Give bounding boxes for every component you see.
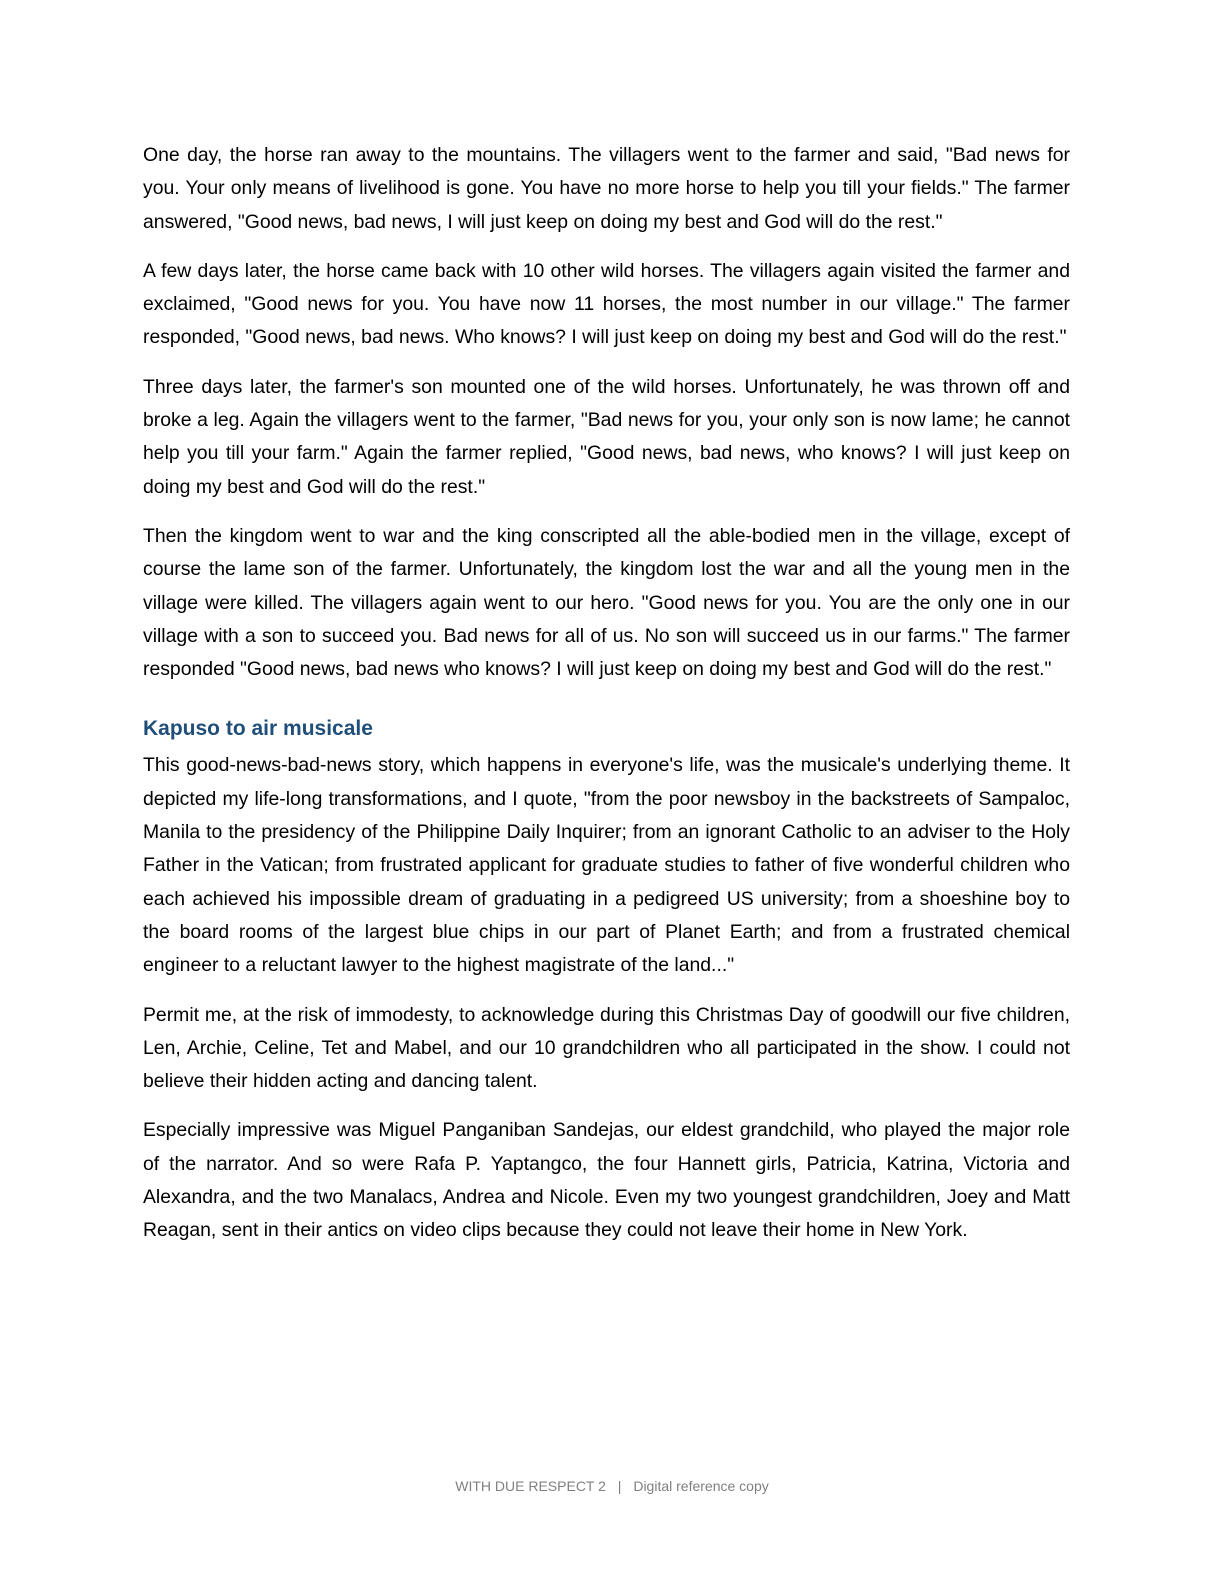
body-paragraph: This good-news-bad-news story, which happens in everyone's life, was the musicale's underlying theme. It depicted my life-long transformations, and I quote, "from the poor newsboy in the backstreets of Sampaloc, Manila to the presidency of the Philippine Daily Inquirer; from an ignorant Catholic to an adviser to the Holy Father in the Vatican; from frustrated applicant for graduate studies to father of five wonderful children who each achieved his impossible dream of graduating in a pedigreed US university; from a shoeshine boy to the board rooms of the largest blue chips in our part of Planet Earth; and from a frustrated chemical engineer to a reluctant lawyer to the highest magistrate of the land..." (143, 754, 1070, 977)
footer-copy-note: Digital reference copy (633, 1478, 769, 1494)
body-paragraph: Then the kingdom went to war and the king conscripted all the able-bodied men in the village, except of course the lame son of the farmer. Unfortunately, the kingdom lost the war and all the young men in the village were killed. The villagers again went to our hero. "Good news for you. You are the only one in our village with a son to succeed you. Bad news for all of us. No son will succeed us in our farms." The farmer responded "Good news, bad news who knows? I will just keep on doing my best and God will do the rest." (143, 524, 1070, 681)
body-paragraph: One day, the horse ran away to the mountains. The villagers went to the farmer and said, "Bad news for you. Your only means of livelihood is gone. You have no more horse to help you till your fields." The farmer answered, "Good news, bad news, I will just keep on doing my best and God will do the rest." (143, 144, 1070, 233)
page-body (143, 139, 1070, 1264)
page-footer (0, 1478, 1224, 1494)
body-paragraph: Permit me, at the risk of immodesty, to acknowledge during this Christmas Day of goodwill our five children, Len, Archie, Celine, Tet and Mabel, and our 10 grandchildren who all participated in the show. I could not believe their hidden acting and dancing talent. (143, 1003, 1070, 1093)
body-paragraph: A few days later, the horse came back with 10 other wild horses. The villagers again visited the farmer and exclaimed, "Good news for you. You have now 11 horses, the most number in our village." The farmer responded, "Good news, bad news. Who knows? I will just keep on doing my best and God will do the rest." (143, 259, 1070, 349)
footer-separator: | (617, 1478, 622, 1494)
section-heading: Kapuso to air musicale (143, 717, 373, 741)
body-paragraph: Three days later, the farmer's son mounted one of the wild horses. Unfortunately, he was thrown off and broke a leg. Again the villagers went to the farmer, "Bad news for you, your only son is now lame; he cannot help you till your farm." Again the farmer replied, "Good news, bad news, who knows? I will just keep on doing my best and God will do the rest." (143, 375, 1070, 498)
body-paragraph: Especially impressive was Miguel Panganiban Sandejas, our eldest grandchild, who played the major role of the narrator. And so were Rafa P. Yaptangco, the four Hannett girls, Patricia, Katrina, Victoria and Alexandra, and the two Manalacs, Andrea and Nicole. Even my two youngest grandchildren, Joey and Matt Reagan, sent in their antics on video clips because they could not leave their home in New York. (143, 1119, 1070, 1242)
footer-book-title: WITH DUE RESPECT 2 (455, 1478, 606, 1494)
